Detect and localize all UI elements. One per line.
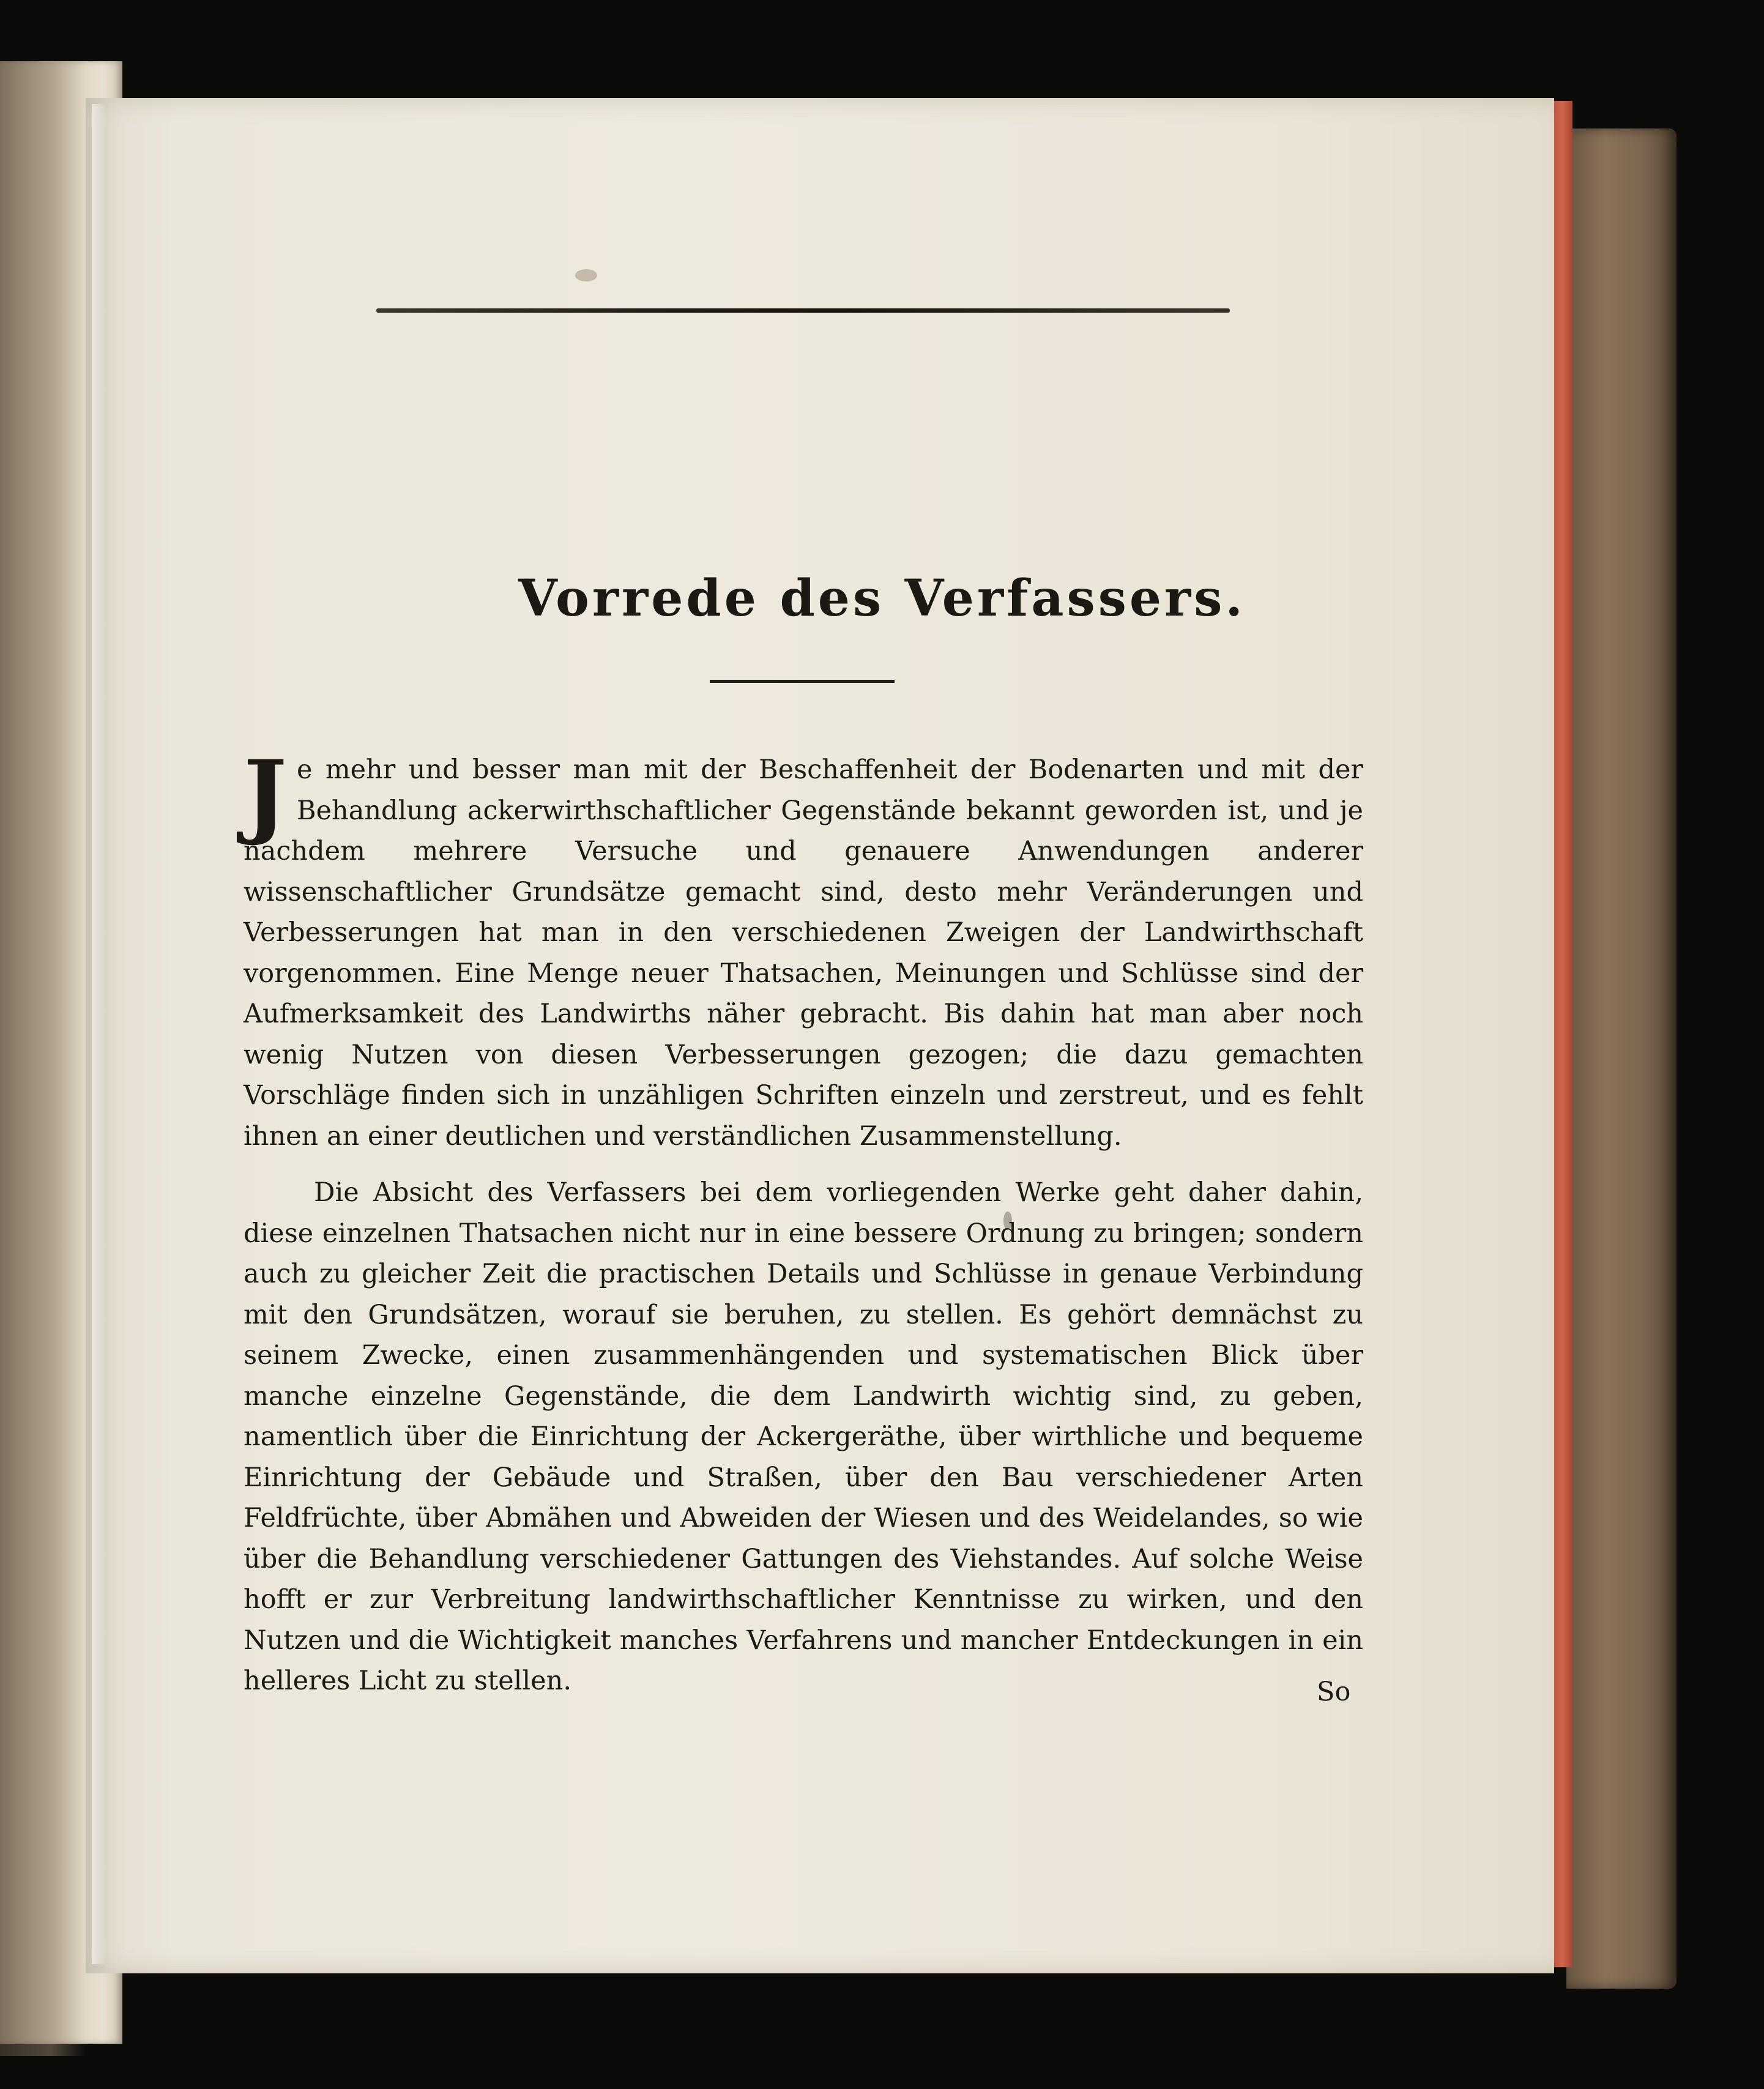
body-text xyxy=(244,740,1363,1702)
page-title: Vorrede des Verfassers. xyxy=(518,569,1246,628)
paper-stain xyxy=(575,269,597,281)
catchword: So xyxy=(1317,1677,1351,1707)
left-cover-edge xyxy=(0,61,86,2056)
drop-cap-initial: J xyxy=(244,740,287,848)
paragraph-1 xyxy=(244,740,1363,1156)
title-rule xyxy=(710,680,895,683)
paragraph-2-text: Die Absicht des Verfassers bei dem vorliegenden Werke geht daher dahin, diese einzelnen Thatsachen nicht nur in eine bessere Ordnung zu bringen; sondern auch zu gleicher Zeit die practischen Details und Schlüsse in genaue Verbindung mit den Grundsätzen, worauf sie beruhen, zu stellen. Es gehört demnächst zu seinem Zwecke, einen zusammenhängenden und systematischen Blick über manche einzelne Gegenstände, die dem Landwirth wichtig sind, zu geben, namentlich über die Einrichtung der Ackergeräthe, über wirthliche und bequeme Einrichtung der Gebäude und Straßen, über den Bau verschiedener Arten Feldfrüchte, über Abmähen und Abweiden der Wiesen und des Weidelandes, so wie über die Behandlung verschiedener Gattungen des Viehstandes. Auf solche Weise hofft er zur Verbreitung landwirthschaftlicher Kenntnisse zu wirken, und den Nutzen und die Wichtigkeit manches Verfahrens und mancher Entdeckungen in ein helleres Licht zu stellen. xyxy=(244,1177,1363,1696)
paragraph-1-text: e mehr und besser man mit der Beschaffenheit der Bodenarten und mit der Behandlung ackerwirthschaftlicher Gegenstände bekannt geworden ist, und je nachdem mehrere Versuche und genauere Anwendungen anderer wissenschaftlicher Grundsätze gemacht sind, desto mehr Veränderungen und Verbesserungen hat man in den verschiedenen Zweigen der Landwirthschaft vorgenommen. Eine Menge neuer Thatsachen, Meinungen und Schlüsse sind der Aufmerksamkeit des Landwirths näher gebracht. Bis dahin hat man aber noch wenig Nutzen von diesen Verbesserungen gezogen; die dazu gemachten Vorschläge finden sich in unzähligen Schriften einzeln und zerstreut, und es fehlt ihnen an einer deutlichen und verständlichen Zusammenstellung. xyxy=(244,754,1363,1152)
red-page-edge xyxy=(1552,101,1572,1967)
page-gutter xyxy=(92,104,106,1964)
paragraph-2 xyxy=(244,1172,1363,1702)
back-cover-board xyxy=(1566,128,1677,1989)
header-rule xyxy=(376,308,1230,313)
ink-smudge xyxy=(1003,1212,1012,1230)
